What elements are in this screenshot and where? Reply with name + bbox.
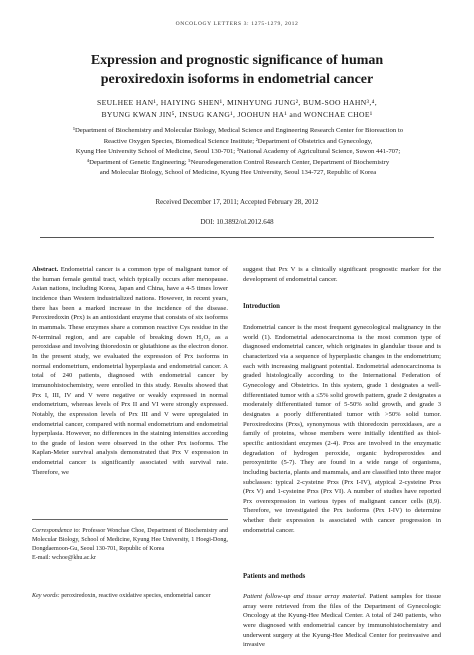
affiliation-line: Kyung Hee University School of Medicine, Seoul 130-701; ³National Academy of Agricultural Science, Suwon 441-707; — [75, 148, 401, 156]
abstract — [32, 265, 228, 477]
left-column — [32, 265, 228, 477]
correspondence-label: Correspondence to: — [32, 528, 81, 534]
running-head: ONCOLOGY LETTERS 3: 1275-1279, 2012 — [175, 21, 299, 27]
affiliation-line: ¹Department of Biochemistry and Molecular Biology, Medical Science and Engineering Research Center for Bioreaction to — [72, 127, 404, 134]
footnote-divider — [32, 519, 228, 520]
email: E-mail: wchoe@khu.ac.kr — [32, 554, 96, 561]
correspondence-note — [32, 527, 228, 563]
affiliations — [52, 126, 424, 179]
methods-subheading: Patient follow-up and tissue array material. — [243, 593, 367, 600]
right-column-top — [243, 265, 441, 284]
header-divider — [40, 237, 434, 238]
keywords-text: peroxiredoxin, reactive oxidative species, endometrial cancer — [59, 593, 211, 599]
affiliation-line: ⁴Department of Genetic Engineering; ⁵Neurodegeneration Control Research Center, Department of Biochemistry — [86, 158, 390, 166]
keywords-label: Key words: — [32, 593, 60, 599]
introduction-heading: Introduction — [243, 303, 280, 310]
methods-paragraph — [243, 592, 441, 650]
abstract-label: Abstract. — [32, 266, 59, 273]
authors-line-1: SEULHEE HAN¹, HAIYING SHEN¹, MINHYUNG JUNG², BUM-SOO HAHN³,⁴, — [97, 98, 377, 107]
methods-heading: Patients and methods — [243, 573, 306, 580]
methods-body — [243, 592, 441, 650]
authors-line-2: BYUNG KWAN JIN⁵, INSUG KANG¹, JOOHUN HA¹ and WONCHAE CHOE¹ — [101, 109, 373, 119]
introduction-text: Endometrial cancer is the most frequent gynecological malignancy in the world (1). Endometrial adenocarcinoma is the most common type of diagnosed endometrial cancer, which originates in glandular tissue and is characterized via a sequence of hyperplastic changes in the endometrium; each with increasing malignant potential. Endometrial adenocarcinoma is graded histologically according to the International Federation of Gynecology and Obstetrics. In this system, grade 1 designates a well-differentiated tumor with a ≤5% solid growth pattern, grade 2 designates a moderately differentiated tumor of 5-50% solid growth, and grade 3 designates a poorly differentiated tumor with >50% solid tumor. Peroxiredoxins (Prxs), synonymous with thioredoxin peroxidases, are a family of proteins, whose members were initially identified as thiol-specific antioxidant enzymes (2-4). Prxs are involved in the enzymatic degradation of hydrogen peroxide, organic hydroperoxides and peroxynitrite (5-7). They are found in a wide range of organisms, including bacteria, plants and mammals, and are classified into three major subclasses: typical 2-cysteine Prxs (Prx I-IV), atypical 2-cysteine Prxs (Prx V) and 1-cysteine Prxs (Prx VI). A number of studies have reported Prx overexpression in various types of malignant cancer cells (8,9). Therefore, we investigated the Prx isoforms (Prx I-IV) to determine whether their expression is associated with cancer progression in endometrial cancer. — [243, 324, 441, 534]
received-accepted-dates: Received December 17, 2011; Accepted February 28, 2012 — [155, 199, 319, 206]
abstract-conclusion: suggest that Prx V is a clinically significant prognostic marker for the development of endometrial cancer. — [243, 266, 441, 283]
title-line-1: Expression and prognostic significance of human — [90, 53, 384, 68]
article-title — [40, 52, 434, 89]
affiliation-line: and Molecular Biology, School of Medicine, Kyung Hee University, Seoul 134-727, Republic of Korea — [99, 169, 377, 177]
methods-text: Patient samples for tissue array were retrieved from the files of the Department of Gynecologic Oncology at the Kyung-Hee Medical Center. A total of 240 patients, who were diagnosed with endometrial cancer by immunohistochemistry and underwent surgery at the Kyung-Hee Medical Center for preinvasive and invasive — [243, 593, 442, 649]
author-list — [40, 97, 434, 120]
keywords-note — [32, 592, 228, 601]
introduction-body — [243, 323, 441, 535]
correspondence-text: Professor Wonchae Choe, Department of Biochemistry and Molecular Biology, School of Medicine, Kyung Hee University, 1 Hoegi-Dong, Dongdaemoon-Gu, Seoul 130-701, Republic of Korea — [32, 528, 228, 552]
affiliation-line: Reactive Oxygen Species, Biomedical Science Institute; ²Department of Obstetrics and Gynecology, — [103, 137, 373, 145]
title-line-2: peroxiredoxin isoforms in endometrial cancer — [100, 71, 374, 87]
doi: DOI: 10.3892/ol.2012.648 — [200, 219, 274, 226]
abstract-text: Endometrial cancer is a common type of malignant tumor of the human female genital tract, which typically occurs after menopause. Asian nations, including Korea, Japan and China, have a 4-5 times lower incidence than Western industrialized nations. However, in recent years, there has been a marked increase in the incidence of the disease. Peroxiredoxin (Prx) is an antioxidant enzyme that consists of six isoforms in mammals. These enzymes share a common reactive Cys residue in the N-terminal region, and are capable of breaking down H₂O₂ as a peroxidase and involving thioredoxin or glutathione as the electron donor. In the present study, we evaluated the expression of Prx isoforms in normal endometrium, endometrial hyperplasia and endometrial cancer. A total of 240 patients, diagnosed with endometrial cancer by immunohistochemistry, were enrolled in this study. Results showed that Prx I, III, IV and V were negative or weakly expressed in normal endometrium, whereas levels of Prx II and VI were strongly expressed. Notably, the expression levels of Prx III and V were upregulated in endometrial cancer, compared with normal endometrium and endometrial hyperplasia. However, no differences in the staining intensities according to the grade of lesion were observed in the other Prx isoforms. The Kaplan-Meier survival analysis demonstrated that Prx V expression in endometrial cancer is significantly associated with survival rate. Therefore, we — [32, 266, 228, 476]
